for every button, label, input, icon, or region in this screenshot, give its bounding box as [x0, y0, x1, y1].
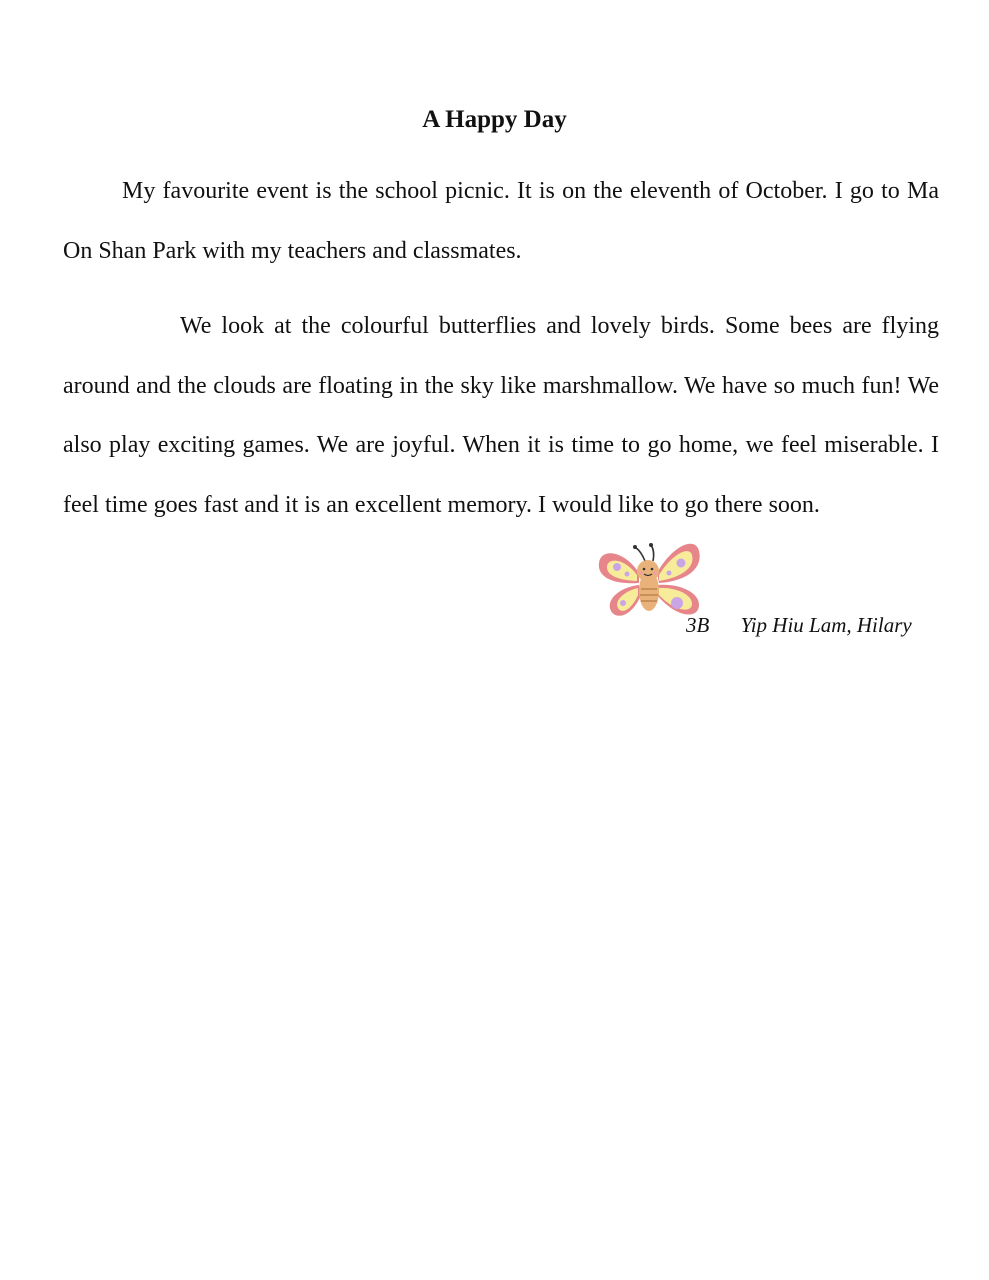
paragraph-2: We look at the colourful butterflies and lovely birds. Some bees are flying around and the clouds are floating in the sky like marshmallow. We have so much fun! We also play exciting games. We are joyful. When it is time to go home, we feel miserable. I feel time goes fast and it is an excellent memory. I would like to go there soon.	[63, 313, 939, 518]
paragraph-1: My favourite event is the school picnic. It is on the eleventh of October. I go to Ma On Shan Park with my teachers and classmates.	[63, 178, 939, 264]
author-name: Yip Hiu Lam, Hilary	[740, 613, 912, 637]
author-class: 3B	[686, 613, 710, 637]
author-signature	[686, 610, 912, 640]
document-title: A Happy Day	[422, 106, 567, 133]
